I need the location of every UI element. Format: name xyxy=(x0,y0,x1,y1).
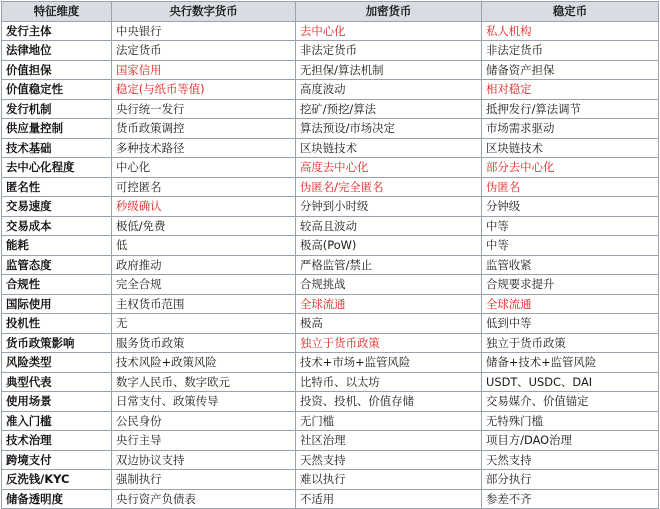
cell-dimension: 风险类型 xyxy=(2,353,112,373)
cell-stablecoin: 相对稳定 xyxy=(482,80,659,100)
table-row xyxy=(2,431,659,451)
cell-crypto: 投资、投机、价值存储 xyxy=(296,392,482,412)
cell-dimension: 合规性 xyxy=(2,275,112,295)
cell-crypto: 全球流通 xyxy=(296,294,482,314)
header-crypto: 加密货币 xyxy=(296,2,482,22)
cell-cbdc: 公民身份 xyxy=(112,411,296,431)
cell-stablecoin: 部分执行 xyxy=(482,470,659,490)
cell-dimension: 价值稳定性 xyxy=(2,80,112,100)
table-row xyxy=(2,119,659,139)
cell-cbdc: 强制执行 xyxy=(112,470,296,490)
cell-dimension: 准入门槛 xyxy=(2,411,112,431)
cell-dimension: 技术基础 xyxy=(2,138,112,158)
table-row xyxy=(2,255,659,275)
cell-stablecoin: 中等 xyxy=(482,236,659,256)
cell-crypto: 合规挑战 xyxy=(296,275,482,295)
cell-stablecoin: 中等 xyxy=(482,216,659,236)
table-row xyxy=(2,411,659,431)
cell-dimension: 交易速度 xyxy=(2,197,112,217)
cell-dimension: 发行机制 xyxy=(2,99,112,119)
cell-cbdc: 央行资产负债表 xyxy=(112,489,296,509)
cell-crypto: 高度波动 xyxy=(296,80,482,100)
cell-dimension: 供应量控制 xyxy=(2,119,112,139)
cell-stablecoin: 非法定货币 xyxy=(482,41,659,61)
table-row xyxy=(2,197,659,217)
cell-crypto: 天然支持 xyxy=(296,450,482,470)
cell-stablecoin: 低到中等 xyxy=(482,314,659,334)
cell-dimension: 价值担保 xyxy=(2,60,112,80)
cell-stablecoin: 市场需求驱动 xyxy=(482,119,659,139)
cell-cbdc: 技术风险+政策风险 xyxy=(112,353,296,373)
cell-dimension: 技术治理 xyxy=(2,431,112,451)
cell-cbdc: 双边协议支持 xyxy=(112,450,296,470)
table-row xyxy=(2,372,659,392)
cell-dimension: 储备透明度 xyxy=(2,489,112,509)
cell-stablecoin: 储备资产担保 xyxy=(482,60,659,80)
cell-crypto: 高度去中心化 xyxy=(296,158,482,178)
cell-stablecoin: 合规要求提升 xyxy=(482,275,659,295)
table-row xyxy=(2,333,659,353)
cell-stablecoin: 私人机构 xyxy=(482,21,659,41)
table-row xyxy=(2,216,659,236)
header-stablecoin: 稳定币 xyxy=(482,2,659,22)
cell-cbdc: 中心化 xyxy=(112,158,296,178)
cell-dimension: 匿名性 xyxy=(2,177,112,197)
cell-crypto: 区块链技术 xyxy=(296,138,482,158)
cell-dimension: 交易成本 xyxy=(2,216,112,236)
cell-dimension: 货币政策影响 xyxy=(2,333,112,353)
cell-crypto: 独立于货币政策 xyxy=(296,333,482,353)
table-row xyxy=(2,138,659,158)
cell-crypto: 难以执行 xyxy=(296,470,482,490)
cell-stablecoin: 伪匿名 xyxy=(482,177,659,197)
table-row xyxy=(2,294,659,314)
cell-crypto: 极高(PoW) xyxy=(296,236,482,256)
cell-stablecoin: USDT、USDC、DAI xyxy=(482,372,659,392)
cell-crypto: 极高 xyxy=(296,314,482,334)
cell-crypto: 严格监管/禁止 xyxy=(296,255,482,275)
table-body xyxy=(2,21,659,509)
table-row xyxy=(2,450,659,470)
cell-crypto: 非法定货币 xyxy=(296,41,482,61)
cell-crypto: 挖矿/预挖/算法 xyxy=(296,99,482,119)
table-row xyxy=(2,60,659,80)
cell-cbdc: 无 xyxy=(112,314,296,334)
table-row xyxy=(2,392,659,412)
cell-stablecoin: 参差不齐 xyxy=(482,489,659,509)
table-row xyxy=(2,41,659,61)
cell-cbdc: 多种技术路径 xyxy=(112,138,296,158)
cell-stablecoin: 项目方/DAO治理 xyxy=(482,431,659,451)
cell-stablecoin: 交易媒介、价值锚定 xyxy=(482,392,659,412)
cell-dimension: 国际使用 xyxy=(2,294,112,314)
cell-crypto: 社区治理 xyxy=(296,431,482,451)
cell-cbdc: 极低/免费 xyxy=(112,216,296,236)
cell-crypto: 伪匿名/完全匿名 xyxy=(296,177,482,197)
cell-crypto: 技术+市场+监管风险 xyxy=(296,353,482,373)
cell-stablecoin: 区块链技术 xyxy=(482,138,659,158)
cell-cbdc: 央行统一发行 xyxy=(112,99,296,119)
cell-crypto: 不适用 xyxy=(296,489,482,509)
cell-cbdc: 货币政策调控 xyxy=(112,119,296,139)
cell-cbdc: 完全合规 xyxy=(112,275,296,295)
cell-cbdc: 可控匿名 xyxy=(112,177,296,197)
cell-cbdc: 数字人民币、数字欧元 xyxy=(112,372,296,392)
cell-dimension: 投机性 xyxy=(2,314,112,334)
cell-stablecoin: 部分去中心化 xyxy=(482,158,659,178)
cell-stablecoin: 抵押发行/算法调节 xyxy=(482,99,659,119)
cell-cbdc: 低 xyxy=(112,236,296,256)
cell-cbdc: 法定货币 xyxy=(112,41,296,61)
header-cbdc: 央行数字货币 xyxy=(112,2,296,22)
cell-dimension: 跨境支付 xyxy=(2,450,112,470)
cell-stablecoin: 分钟级 xyxy=(482,197,659,217)
cell-cbdc: 服务货币政策 xyxy=(112,333,296,353)
table-row xyxy=(2,470,659,490)
cell-stablecoin: 无特殊门槛 xyxy=(482,411,659,431)
cell-crypto: 去中心化 xyxy=(296,21,482,41)
cell-stablecoin: 储备+技术+监管风险 xyxy=(482,353,659,373)
cell-cbdc: 日常支付、政策传导 xyxy=(112,392,296,412)
cell-crypto: 算法预设/市场决定 xyxy=(296,119,482,139)
table-row xyxy=(2,158,659,178)
cell-dimension: 发行主体 xyxy=(2,21,112,41)
table-row xyxy=(2,236,659,256)
cell-stablecoin: 独立于货币政策 xyxy=(482,333,659,353)
cell-cbdc: 国家信用 xyxy=(112,60,296,80)
table-row xyxy=(2,489,659,509)
table-row xyxy=(2,314,659,334)
table-row xyxy=(2,353,659,373)
cell-cbdc: 主权货币范围 xyxy=(112,294,296,314)
table-row xyxy=(2,177,659,197)
cell-dimension: 监管态度 xyxy=(2,255,112,275)
cell-stablecoin: 天然支持 xyxy=(482,450,659,470)
cell-cbdc: 稳定(与纸币等值) xyxy=(112,80,296,100)
table-row xyxy=(2,21,659,41)
header-row xyxy=(2,2,659,22)
cell-dimension: 去中心化程度 xyxy=(2,158,112,178)
cell-dimension: 典型代表 xyxy=(2,372,112,392)
table-row xyxy=(2,275,659,295)
cell-stablecoin: 全球流通 xyxy=(482,294,659,314)
cell-crypto: 无门槛 xyxy=(296,411,482,431)
table-row xyxy=(2,99,659,119)
table-header xyxy=(2,2,659,22)
cell-crypto: 比特币、以太坊 xyxy=(296,372,482,392)
header-dimension: 特征维度 xyxy=(2,2,112,22)
cell-stablecoin: 监管收紧 xyxy=(482,255,659,275)
table-row xyxy=(2,80,659,100)
cell-dimension: 能耗 xyxy=(2,236,112,256)
cell-cbdc: 中央银行 xyxy=(112,21,296,41)
cell-cbdc: 央行主导 xyxy=(112,431,296,451)
cell-crypto: 较高且波动 xyxy=(296,216,482,236)
cell-crypto: 无担保/算法机制 xyxy=(296,60,482,80)
cell-cbdc: 秒级确认 xyxy=(112,197,296,217)
comparison-table xyxy=(1,1,659,509)
cell-dimension: 反洗钱/KYC xyxy=(2,470,112,490)
cell-dimension: 使用场景 xyxy=(2,392,112,412)
cell-dimension: 法律地位 xyxy=(2,41,112,61)
cell-crypto: 分钟到小时级 xyxy=(296,197,482,217)
cell-cbdc: 政府推动 xyxy=(112,255,296,275)
